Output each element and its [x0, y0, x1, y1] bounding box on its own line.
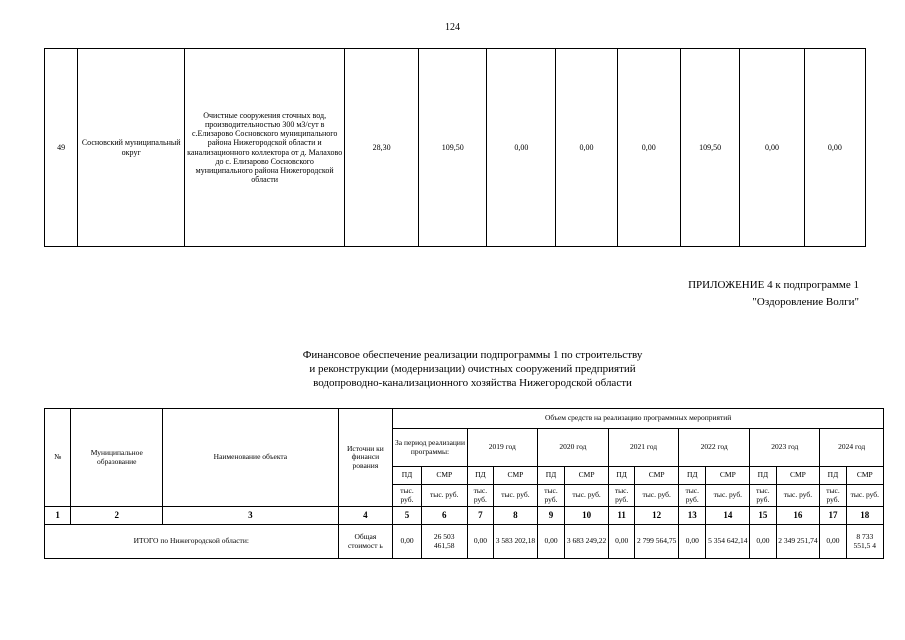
- total-row: [45, 525, 884, 559]
- value-cell: 109,50: [419, 49, 487, 247]
- header-period: За период реализации программы:: [393, 429, 467, 467]
- financing-table: [44, 408, 884, 559]
- header-year: 2020 год: [537, 429, 608, 467]
- header-unit: тыс. руб.: [776, 485, 820, 507]
- appendix-line-2: "Оздоровление Волги": [752, 296, 859, 308]
- appendix-line-1: ПРИЛОЖЕНИЕ 4 к подпрограмме 1: [688, 279, 859, 291]
- column-number: 11: [608, 507, 634, 525]
- column-number: 2: [71, 507, 163, 525]
- column-number: 1: [45, 507, 71, 525]
- value-cell: 0,00: [617, 49, 680, 247]
- header-unit: тыс. руб.: [846, 485, 883, 507]
- total-value: 0,00: [750, 525, 776, 559]
- column-number: 16: [776, 507, 820, 525]
- header-year: 2021 год: [608, 429, 678, 467]
- header-year: 2024 год: [820, 429, 884, 467]
- municipality-cell: Сосновский муниципальный округ: [78, 49, 185, 247]
- column-number: 10: [565, 507, 609, 525]
- header-unit: тыс. руб.: [820, 485, 846, 507]
- header-pd: ПД: [820, 467, 846, 485]
- value-cell: 0,00: [487, 49, 556, 247]
- value-cell: 0,00: [740, 49, 804, 247]
- value-cell: 0,00: [804, 49, 865, 247]
- header-pd: ПД: [537, 467, 564, 485]
- header-pd: ПД: [608, 467, 634, 485]
- column-number: 18: [846, 507, 883, 525]
- header-year: 2019 год: [467, 429, 537, 467]
- object-name-cell: Очистные сооружения сточных вод, производительностью 300 м3/сут в с.Елизарово Сосновского муниципального района Нижегородской области и канализационного коллектора от д. Малахово до с. Елизарово Сосновского муниципального района Нижегородской области: [185, 49, 345, 247]
- header-pd: ПД: [467, 467, 493, 485]
- row-number: 49: [45, 49, 78, 247]
- header-smr: СМР: [494, 467, 538, 485]
- header-municipality: Муниципальное образование: [71, 409, 163, 507]
- total-source: Общая стоимост ь: [338, 525, 393, 559]
- total-value: 0,00: [467, 525, 493, 559]
- column-number: 5: [393, 507, 421, 525]
- header-pd: ПД: [393, 467, 421, 485]
- value-cell: 0,00: [556, 49, 617, 247]
- page-number: 124: [445, 22, 460, 33]
- value-cell: 28,30: [345, 49, 419, 247]
- total-value: 3 583 202,18: [494, 525, 538, 559]
- header-smr: СМР: [635, 467, 679, 485]
- column-number: 12: [635, 507, 679, 525]
- column-number: 17: [820, 507, 846, 525]
- header-source: Источни ки финанси рования: [338, 409, 393, 507]
- header-unit: тыс. руб.: [494, 485, 538, 507]
- total-value: 26 503 461,58: [421, 525, 467, 559]
- column-number: 3: [163, 507, 338, 525]
- header-unit: тыс. руб.: [750, 485, 776, 507]
- header-smr: СМР: [421, 467, 467, 485]
- header-volume: Объем средств на реализацию программных мероприятий: [393, 409, 884, 429]
- header-unit: тыс. руб.: [537, 485, 564, 507]
- total-value: 3 683 249,22: [565, 525, 609, 559]
- title-line-1: Финансовое обеспечение реализации подпрограммы 1 по строительству: [302, 349, 643, 361]
- header-unit: тыс. руб.: [608, 485, 634, 507]
- total-value: 2 349 251,74: [776, 525, 820, 559]
- total-value: 2 799 564,75: [635, 525, 679, 559]
- header-unit: тыс. руб.: [467, 485, 493, 507]
- appendix-header: [688, 277, 859, 311]
- title-line-3: водопроводно-канализационного хозяйства Нижегородской области: [313, 377, 632, 389]
- header-smr: СМР: [565, 467, 609, 485]
- total-value: 0,00: [537, 525, 564, 559]
- column-number: 7: [467, 507, 493, 525]
- continued-table: [44, 48, 866, 247]
- column-numbers-row: [45, 507, 884, 525]
- header-unit: тыс. руб.: [706, 485, 750, 507]
- column-number: 15: [750, 507, 776, 525]
- header-smr: СМР: [706, 467, 750, 485]
- header-unit: тыс. руб.: [393, 485, 421, 507]
- total-value: 0,00: [679, 525, 706, 559]
- header-unit: тыс. руб.: [635, 485, 679, 507]
- value-cell: 109,50: [680, 49, 740, 247]
- column-number: 8: [494, 507, 538, 525]
- total-label: ИТОГО по Нижегородской области:: [45, 525, 339, 559]
- column-number: 4: [338, 507, 393, 525]
- column-number: 9: [537, 507, 564, 525]
- total-value: 5 354 642,14: [706, 525, 750, 559]
- header-unit: тыс. руб.: [565, 485, 609, 507]
- total-value: 8 733 551,5 4: [846, 525, 883, 559]
- total-value: 0,00: [608, 525, 634, 559]
- header-smr: СМР: [776, 467, 820, 485]
- column-number: 13: [679, 507, 706, 525]
- total-value: 0,00: [820, 525, 846, 559]
- total-value: 0,00: [393, 525, 421, 559]
- header-unit: тыс. руб.: [679, 485, 706, 507]
- header-unit: тыс. руб.: [421, 485, 467, 507]
- column-number: 6: [421, 507, 467, 525]
- header-year: 2023 год: [750, 429, 820, 467]
- table-row: [45, 49, 866, 247]
- title-line-2: и реконструкции (модернизации) очистных сооружений предприятий: [309, 363, 636, 375]
- header-pd: ПД: [750, 467, 776, 485]
- document-title: [0, 348, 905, 390]
- column-number: 14: [706, 507, 750, 525]
- header-year: 2022 год: [679, 429, 750, 467]
- header-smr: СМР: [846, 467, 883, 485]
- header-object: Наименование объекта: [163, 409, 338, 507]
- header-pd: ПД: [679, 467, 706, 485]
- header-number: №: [45, 409, 71, 507]
